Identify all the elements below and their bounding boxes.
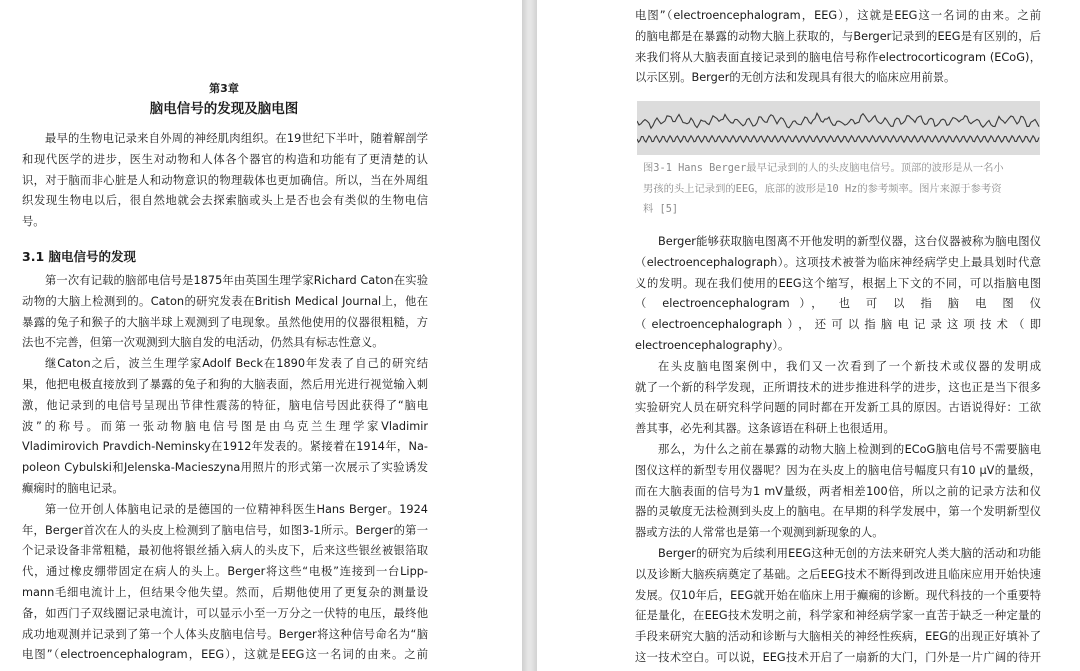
text-line: （ electroencephalogram ）， 也 可 以 指 脑 电 图 仪 [635, 297, 1041, 311]
text-line: 成功地观测并记录到了第一个人体头皮脑电信号。Berger将这种信号命名为“脑 [22, 627, 428, 641]
chapter-title: 脑电信号的发现及脑电图 [149, 101, 299, 117]
text-line: 这一技术空白。可以说，EEG技术开启了一扇新的大门，门外是一片广阔的待开 [635, 650, 1041, 664]
text-line: 实验研究人员在研究科学问题的同时都在开发新工具的原因。古语说得好：工欲 [635, 401, 1041, 415]
right-top-paragraph [635, 6, 1041, 89]
text-line: 发展。仅10年后，EEG就开始在临床上用于癫痫的诊断。现代科技的一个重要特 [635, 588, 1041, 602]
page-divider [522, 0, 537, 671]
section-heading: 3.1 脑电信号的发现 [22, 249, 136, 264]
caption-line: 男孩的头上记录到的EEG，底部的波形是10 Hz的参考频率。图片来源于参考资 [643, 182, 1002, 195]
eeg-waveform-image [637, 101, 1040, 155]
right-body [635, 232, 1041, 669]
text-line: 以示区别。Berger的无创方法和发现具有很大的临床应用前景。 [635, 71, 956, 85]
text-line: 第一位开创人体脑电记录的是德国的一位精神科医生Hans Berger。1924 [45, 502, 428, 516]
text-line: （electroencephalograph）。这项技术被誉为临床神经病学史上最具划时代意 [635, 255, 1041, 269]
text-line: 以及诊断大脑疾病奠定了基础。之后EEG技术不断得到改进且临床应用开始快速 [635, 567, 1041, 581]
text-line: 那么，为什么之前在暴露的动物大脑上检测到的ECoG脑电信号不需要脑电 [658, 442, 1041, 456]
text-line: 激，他记录到的电信号呈现出节律性震荡的特征，脑电信号因此获得了“脑电 [22, 398, 428, 412]
chapter-label: 第3章 [209, 82, 239, 95]
text-line: 癫痫时的脑电记录。 [22, 481, 124, 495]
text-line: mann毛细电流计上，但结果令他失望。然而，后期他使用了更复杂的测量设 [22, 585, 428, 599]
text-line: 来我们将从大脑表面直接记录到的脑电信号称作electrocorticogram (ECoG)， [635, 50, 1041, 64]
text-line: 代，通过橡皮绷带固定在病人的头上。Berger将这些“电极”连接到一台Lipp- [22, 565, 428, 579]
text-line: 在头皮脑电图案例中，我们又一次看到了一个新技术或仪器的发明成 [658, 359, 1041, 373]
text-line: 的脑电都是在暴露的动物大脑上获取的，与Berger记录到的EEG是有区别的，后 [635, 29, 1041, 43]
text-line: 而在大脑表面的信号为1 mV量级，两者相差100倍，所以之前的记录方法和仪 [635, 484, 1041, 498]
section-body [22, 271, 428, 666]
text-line: Vladimirovich Pravdich-Neminsky在1912年发表的。紧接着在1914年，Na- [22, 440, 428, 454]
text-line: 器的灵敏度无法检测到头皮上的脑电。在早期的科学发展中，第一个发明新型仪 [635, 505, 1041, 519]
text-line: 备，如西门子双线圈记录电流计，可以显示小至一万分之一伏特的电压，最终他 [22, 606, 428, 620]
text-line: 最早的生物电记录来自外周的神经肌肉组织。在19世纪下半叶，随着解剖学 [45, 132, 428, 145]
text-line: 和现代医学的进步，医生对动物和人体各个器官的构造和功能有了更清楚的认 [22, 152, 428, 166]
text-line: 器或方法的人常常也是第一个观测到新现象的人。 [635, 526, 884, 540]
text-line: 织发现生物电以后，很自然地就会去探索脑或头上是否也会有类似的生物电信 [22, 194, 428, 208]
text-line: electroencephalography）。 [635, 338, 790, 352]
text-line: （electroencephalograph），还可以指脑电记录这项技术（即 [635, 318, 1041, 332]
text-line: 法也不完善，但第一次观测到大脑自发的电活动，仍然具有标志性意义。 [22, 336, 384, 350]
text-line: 征是量化，在EEG技术发明之前，科学家和神经病学家一直苦于缺乏一种定量的 [635, 609, 1041, 623]
text-line: 善其事，必先利其器。这条谚语在科研上也很适用。 [635, 422, 895, 436]
text-line: 年，Berger首次在人的头皮上检测到了脑电信号，如图3-1所示。Berger的第一 [22, 523, 428, 537]
text-line: 义的发明。现在我们使用的EEG这个缩写，根据上下文的不同，可以指脑电图 [635, 276, 1041, 290]
text-line: 就了一个新的科学发现，正所谓技术的进步推进科学的进步，这也正是当下很多 [635, 380, 1041, 394]
figure-caption [643, 158, 1039, 220]
caption-line: 图3-1 Hans Berger最早记录到的人的头皮脑电信号。顶部的波形是从一名小 [643, 162, 1004, 174]
text-line: 号。 [22, 215, 45, 229]
text-line: Berger能够获取脑电图离不开他发明的新型仪器，这台仪器被称为脑电图仪 [658, 235, 1041, 248]
text-line: 继Caton之后，波兰生理学家Adolf Beck在1890年发表了自己的研究结 [45, 357, 428, 371]
left-page [0, 0, 522, 671]
text-line: poleon Cybulski和Jelenska-Macieszyna用照片的形式第一次展示了实验诱发 [22, 461, 428, 475]
text-line: Berger的研究为后续利用EEG这种无创的方法来研究人类大脑的活动和功能 [658, 546, 1041, 560]
caption-line: 料 [5] [643, 203, 679, 215]
intro-paragraph [22, 129, 428, 233]
text-line: 电图”（electroencephalogram，EEG），这就是EEG这一名词的由来。之前 [22, 648, 428, 662]
text-line: 个记录设备非常粗糙，最初他将银丝插入病人的头皮下，后来这些银丝被银箔取 [22, 544, 428, 558]
text-line: 果，他把电极直接放到了暴露的兔子和狗的大脑表面，然后用光进行视觉输入刺 [22, 377, 428, 391]
text-line: 电图”（electroencephalogram，EEG），这就是EEG这一名词的由来。之前 [635, 9, 1041, 22]
text-line: 波”的称号。而第一张动物脑电信号图是由乌克兰生理学家Vladimir [22, 419, 428, 433]
text-line: 第一次有记载的脑部电信号是1875年由英国生理学家Richard Caton在实验 [45, 274, 428, 287]
text-line: 动物的大脑上检测到的。Caton的研究发表在British Medical Journal上，他在 [22, 294, 428, 308]
text-line: 手段来研究大脑的活动和诊断与大脑相关的神经性疾病，EEG的出现正好填补了 [635, 630, 1041, 644]
text-line: 识，对于脑而非心脏是人和动物意识的物理载体也更加确信。所以，当在外周组 [22, 173, 428, 187]
eeg-trace [637, 113, 1039, 128]
text-line: 图仪这样的新型专用仪器呢？因为在头皮上的脑电信号幅度只有10 μV的量级， [635, 463, 1041, 477]
reference-trace [637, 136, 1039, 142]
text-line: 暴露的兔子和猴子的大脑半球上观测到了电现象。虽然他使用的仪器很粗糙，方 [22, 315, 428, 329]
eeg-waveform-figure [637, 101, 1040, 155]
